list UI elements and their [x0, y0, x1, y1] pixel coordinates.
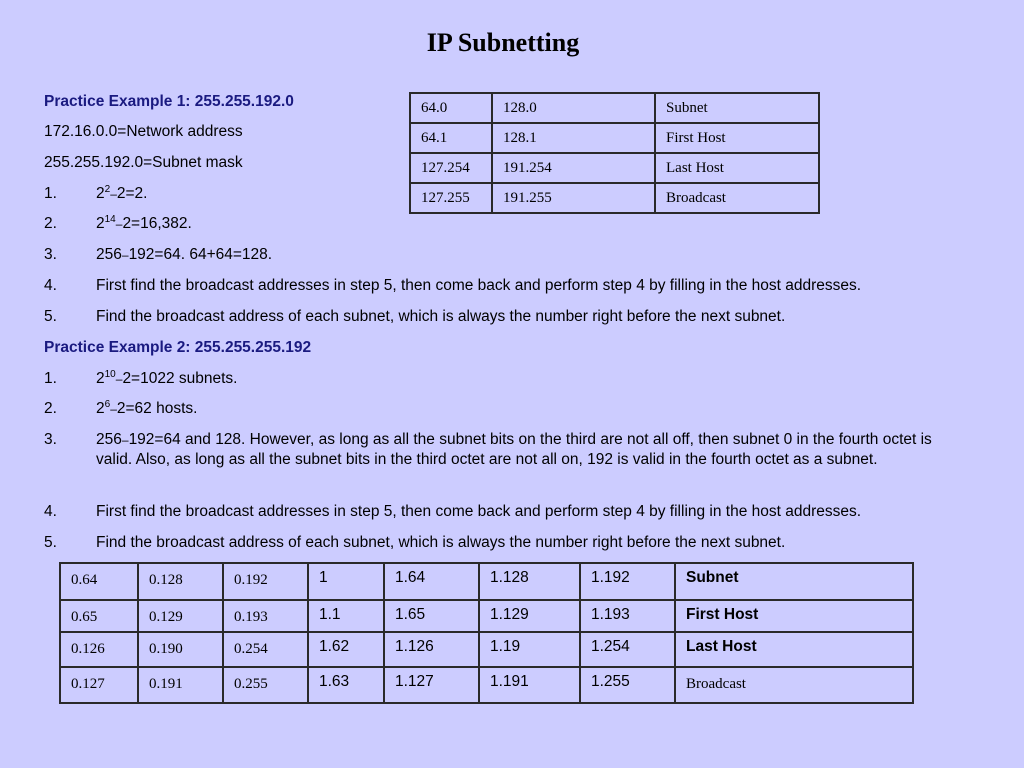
table-cell: 1.19 — [479, 632, 580, 667]
table-cell: 64.0 — [410, 93, 492, 123]
step-exponent: 14 — [104, 214, 116, 225]
ex1-step-4 — [44, 276, 964, 296]
ex2-step-3 — [44, 430, 964, 470]
table-cell: 0.190 — [138, 632, 223, 667]
table-cell: 1.127 — [384, 667, 479, 703]
step-rest: 192=64 and 128. However, as long as all the subnet bits on the third are not all off, then subnet 0 in the fourth octet is valid. Also, as long as all the subnet bits in the third octet are not all on, 192 is valid in the fourth octet as a subnet. — [96, 431, 932, 468]
ex2-step-4 — [44, 502, 964, 522]
table-cell: 128.0 — [492, 93, 655, 123]
step-number: 2. — [44, 215, 57, 232]
ex2-step-5 — [44, 533, 964, 553]
step-rest: 2=62 hosts. — [116, 400, 198, 417]
table-row — [60, 563, 913, 600]
table-cell: 1.126 — [384, 632, 479, 667]
table-cell: Broadcast — [655, 183, 819, 213]
table-cell: 0.128 — [138, 563, 223, 600]
table-row — [60, 667, 913, 703]
ex2-step-1 — [44, 369, 964, 389]
ex1-step-2 — [44, 214, 964, 234]
table-cell: Broadcast — [675, 667, 913, 703]
table-cell: Subnet — [675, 563, 913, 600]
step-base: 2 — [96, 400, 105, 417]
step-dash: – — [110, 402, 117, 416]
table-row — [410, 183, 819, 213]
table-cell: 1.193 — [580, 600, 675, 632]
table-cell: 127.255 — [410, 183, 492, 213]
table-cell: 0.127 — [60, 667, 138, 703]
table-cell: 1.254 — [580, 632, 675, 667]
step-pre: 256 — [96, 246, 122, 263]
example2-heading: Practice Example 2: 255.255.255.192 — [44, 339, 312, 356]
table-cell: 0.255 — [223, 667, 308, 703]
table-cell: Last Host — [675, 632, 913, 667]
table-cell: 1.64 — [384, 563, 479, 600]
table-cell: First Host — [655, 123, 819, 153]
step-base: 2 — [96, 215, 105, 232]
table-cell: 0.65 — [60, 600, 138, 632]
step-number: 4. — [44, 277, 57, 294]
table-cell: 1.128 — [479, 563, 580, 600]
step-text: Find the broadcast address of each subnet, which is always the number right before the next subnet. — [96, 308, 786, 325]
step-number: 3. — [44, 431, 57, 448]
table-cell: 191.254 — [492, 153, 655, 183]
ex2-step-2 — [44, 399, 964, 419]
table-cell: First Host — [675, 600, 913, 632]
table-cell: 0.191 — [138, 667, 223, 703]
step-dash: – — [115, 372, 123, 386]
step-number: 3. — [44, 246, 57, 263]
table-row — [410, 153, 819, 183]
table-row — [410, 123, 819, 153]
example1-heading: Practice Example 1: 255.255.192.0 — [44, 93, 294, 110]
step-exponent: 2 — [104, 184, 111, 195]
table-cell: 1.62 — [308, 632, 384, 667]
table-cell: 1.65 — [384, 600, 479, 632]
table-cell: 1.255 — [580, 667, 675, 703]
table-cell: 0.192 — [223, 563, 308, 600]
step-text: Find the broadcast address of each subnet, which is always the number right before the next subnet. — [96, 534, 786, 551]
table-cell: 1.63 — [308, 667, 384, 703]
step-number: 4. — [44, 503, 57, 520]
table-row — [410, 93, 819, 123]
step-dash: – — [110, 187, 117, 201]
network-address-line: 172.16.0.0=Network address — [44, 123, 243, 140]
table-row — [60, 600, 913, 632]
table-cell: 191.255 — [492, 183, 655, 213]
table-cell: 0.64 — [60, 563, 138, 600]
table-cell: 64.1 — [410, 123, 492, 153]
step-dash: – — [115, 217, 123, 231]
step-exponent: 6 — [104, 399, 111, 410]
step-dash: – — [121, 248, 129, 262]
table-row — [60, 632, 913, 667]
example1-table — [409, 92, 820, 214]
step-rest: 2=2. — [116, 185, 148, 202]
table-cell: 1.1 — [308, 600, 384, 632]
table-cell: Last Host — [655, 153, 819, 183]
step-number: 1. — [44, 370, 57, 387]
table-cell: 0.254 — [223, 632, 308, 667]
step-text: First find the broadcast addresses in step 5, then come back and perform step 4 by filling in the host addresses. — [96, 503, 862, 520]
step-text: First find the broadcast addresses in step 5, then come back and perform step 4 by filling in the host addresses. — [96, 277, 862, 294]
table-cell: 127.254 — [410, 153, 492, 183]
step-rest: 2=16,382. — [122, 215, 192, 232]
table-cell: 1 — [308, 563, 384, 600]
table-cell: 128.1 — [492, 123, 655, 153]
step-rest: 192=64. 64+64=128. — [128, 246, 273, 263]
table-cell: Subnet — [655, 93, 819, 123]
subnet-mask-line: 255.255.192.0=Subnet mask — [44, 154, 243, 171]
step-number: 5. — [44, 534, 57, 551]
step-base: 2 — [96, 185, 105, 202]
step-dash: – — [121, 433, 129, 447]
step-base: 2 — [96, 370, 105, 387]
step-exponent: 10 — [104, 369, 116, 380]
table-cell: 0.126 — [60, 632, 138, 667]
table-cell: 1.191 — [479, 667, 580, 703]
ex1-step-3 — [44, 245, 964, 265]
table-cell: 1.192 — [580, 563, 675, 600]
step-number: 1. — [44, 185, 57, 202]
step-pre: 256 — [96, 431, 122, 448]
ex1-step-5 — [44, 307, 964, 327]
table-cell: 1.129 — [479, 600, 580, 632]
example2-table — [59, 562, 914, 704]
table-cell: 0.129 — [138, 600, 223, 632]
step-number: 2. — [44, 400, 57, 417]
step-rest: 2=1022 subnets. — [122, 370, 238, 387]
table-cell: 0.193 — [223, 600, 308, 632]
step-number: 5. — [44, 308, 57, 325]
slide-title: IP Subnetting — [426, 28, 580, 57]
